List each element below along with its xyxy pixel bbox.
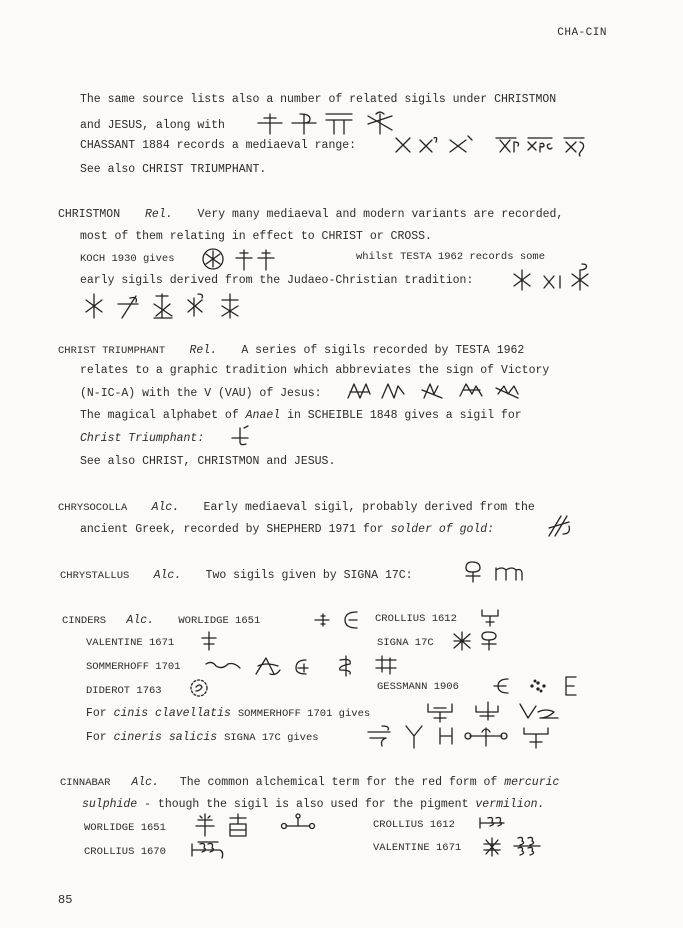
- cinders-sommerhoff: SOMMERHOFF 1701: [86, 661, 181, 673]
- cinders-diderot: DIDEROT 1763: [86, 685, 162, 697]
- chrystallus-headword: CHRYSTALLUS: [60, 570, 130, 582]
- cinders-crollius: CROLLIUS 1612: [375, 613, 457, 625]
- sulphide-term: sulphide: [82, 798, 138, 811]
- koch-sigils: [200, 246, 280, 276]
- cinnabar-line-2-text: - though the sigil is also used for the pigment: [144, 798, 469, 811]
- cinders-entry-head: [62, 615, 260, 627]
- cinnabar-worlidge-sigils: [192, 810, 332, 842]
- cont-see-also: See also CHRIST TRIUMPHANT.: [80, 163, 267, 176]
- chrysocolla-sigil: [545, 512, 575, 544]
- cinders-diderot-sigil: [188, 677, 212, 703]
- chrysocolla-line-1: Early mediaeval sigil, probably derived from the: [203, 501, 535, 514]
- cinnabar-crollius-1670-sigil: [190, 838, 230, 864]
- cinders-for-1-lead: For: [86, 707, 107, 720]
- cinnabar-crollius-1670: CROLLIUS 1670: [84, 846, 166, 858]
- chrystallus-sigils: [462, 558, 532, 588]
- christ-triumphant-line-4: [80, 410, 522, 422]
- mediaeval-range-glyphs: [392, 132, 592, 162]
- christmon-entry-head: [58, 209, 563, 221]
- christmon-koch: KOCH 1930 gives: [80, 253, 175, 265]
- chrysocolla-type: Alc.: [151, 501, 180, 514]
- page-number: 85: [58, 893, 73, 907]
- cinnabar-crollius-1612-sigil: [478, 812, 508, 836]
- solder-of-gold-term: solder of gold:: [390, 523, 495, 536]
- christmon-type: Rel.: [145, 208, 173, 221]
- cinders-worlidge-sigils: [313, 608, 365, 636]
- victory-sigils: [346, 380, 526, 406]
- christ-triumphant-see-also: See also CHRIST, CHRISTMON and JESUS.: [80, 455, 336, 468]
- christ-triumphant-entry-head: [58, 345, 524, 357]
- cinnabar-valentine-sigils: [480, 834, 544, 864]
- christmon-line-1: Very many mediaeval and modern variants are recorded,: [197, 208, 564, 221]
- anael-term: Anael: [245, 409, 281, 422]
- cinders-for-2: [86, 732, 319, 744]
- cinnabar-headword: CINNABAR: [60, 777, 111, 789]
- christmon-testa: whilst TESTA 1962 records some: [356, 251, 546, 263]
- cont-line-2: and JESUS, along with: [80, 119, 225, 132]
- cinnabar-worlidge: WORLIDGE 1651: [84, 822, 166, 834]
- christ-triumphant-line-1: A series of sigils recorded by TESTA 1962: [241, 344, 525, 357]
- christ-triumphant-line-5: Christ Triumphant:: [80, 432, 205, 445]
- judaeo-christian-sigils-b: [82, 290, 252, 326]
- anael-source-text: in SCHEIBLE 1848 gives a sigil for: [287, 409, 522, 422]
- chrysocolla-line-2: [80, 524, 494, 536]
- christ-triumphant-line-2: relates to a graphic tradition which abbreviates the sign of Victory: [80, 364, 550, 377]
- anael-lead-text: The magical alphabet of: [80, 409, 239, 422]
- cinders-gessmann: GESSMANN 1906: [377, 681, 459, 693]
- cinnabar-type: Alc.: [131, 776, 159, 789]
- mercuric-term: mercuric: [504, 776, 560, 789]
- cinders-for-1-source: SOMMERHOFF 1701 gives: [237, 708, 371, 720]
- cinders-signa: SIGNA 17C: [377, 637, 434, 649]
- christ-triumphant-line-3: (N-IC-A) with the V (VAU) of Jesus:: [80, 387, 322, 400]
- cinders-for-1: [86, 708, 370, 720]
- running-header: CHA-CIN: [557, 27, 607, 39]
- cineris-salicis-sigils: [364, 722, 554, 754]
- cinnabar-crollius-1612: CROLLIUS 1612: [373, 819, 455, 831]
- christmon-line-4: early sigils derived from the Judaeo-Christian tradition:: [80, 274, 474, 287]
- chrystallus-entry-head: [60, 570, 413, 582]
- chrysocolla-entry-head: [58, 502, 535, 514]
- cinders-sommerhoff-sigils: [204, 652, 404, 684]
- vermilion-term: vermilion.: [475, 798, 545, 811]
- cont-line-1: The same source lists also a number of related sigils under CHRISTMON: [80, 93, 557, 106]
- christmon-headword: CHRISTMON: [58, 208, 121, 221]
- chrysocolla-headword: CHRYSOCOLLA: [58, 502, 128, 514]
- cinders-type: Alc.: [126, 614, 155, 627]
- judaeo-christian-sigils-a: [512, 262, 594, 296]
- cinnabar-line-1: The common alchemical term for the red form of: [179, 776, 498, 789]
- cinders-worlidge: WORLIDGE 1651: [178, 615, 261, 627]
- christmon-line-2: most of them relating in effect to CHRIST or CROSS.: [80, 230, 432, 243]
- cinis-clavellatis-term: cinis clavellatis: [113, 707, 231, 720]
- christ-triumphant-headword: CHRIST TRIUMPHANT: [58, 345, 166, 357]
- chrystallus-line-1: Two sigils given by SIGNA 17C:: [205, 569, 413, 582]
- cinders-valentine: VALENTINE 1671: [86, 637, 175, 649]
- cineris-salicis-term: cineris salicis: [113, 731, 218, 744]
- cinders-for-2-source: SIGNA 17C gives: [224, 732, 319, 744]
- cinders-signa-sigils: [450, 628, 508, 656]
- cinnabar-entry-head: [60, 777, 559, 789]
- anael-sigil: [228, 424, 254, 452]
- cinnabar-line-2: [82, 799, 544, 811]
- christ-triumphant-type: Rel.: [189, 344, 218, 357]
- chrystallus-type: Alc.: [153, 569, 182, 582]
- cinders-for-2-lead: For: [86, 731, 107, 744]
- cont-line-3: CHASSANT 1884 records a mediaeval range:: [80, 139, 357, 152]
- chrysocolla-line-2-text: ancient Greek, recorded by SHEPHERD 1971 for: [80, 523, 384, 536]
- related-sigils-glyphs: [256, 110, 406, 140]
- cinders-headword: CINDERS: [62, 615, 107, 627]
- cinnabar-valentine: VALENTINE 1671: [373, 842, 462, 854]
